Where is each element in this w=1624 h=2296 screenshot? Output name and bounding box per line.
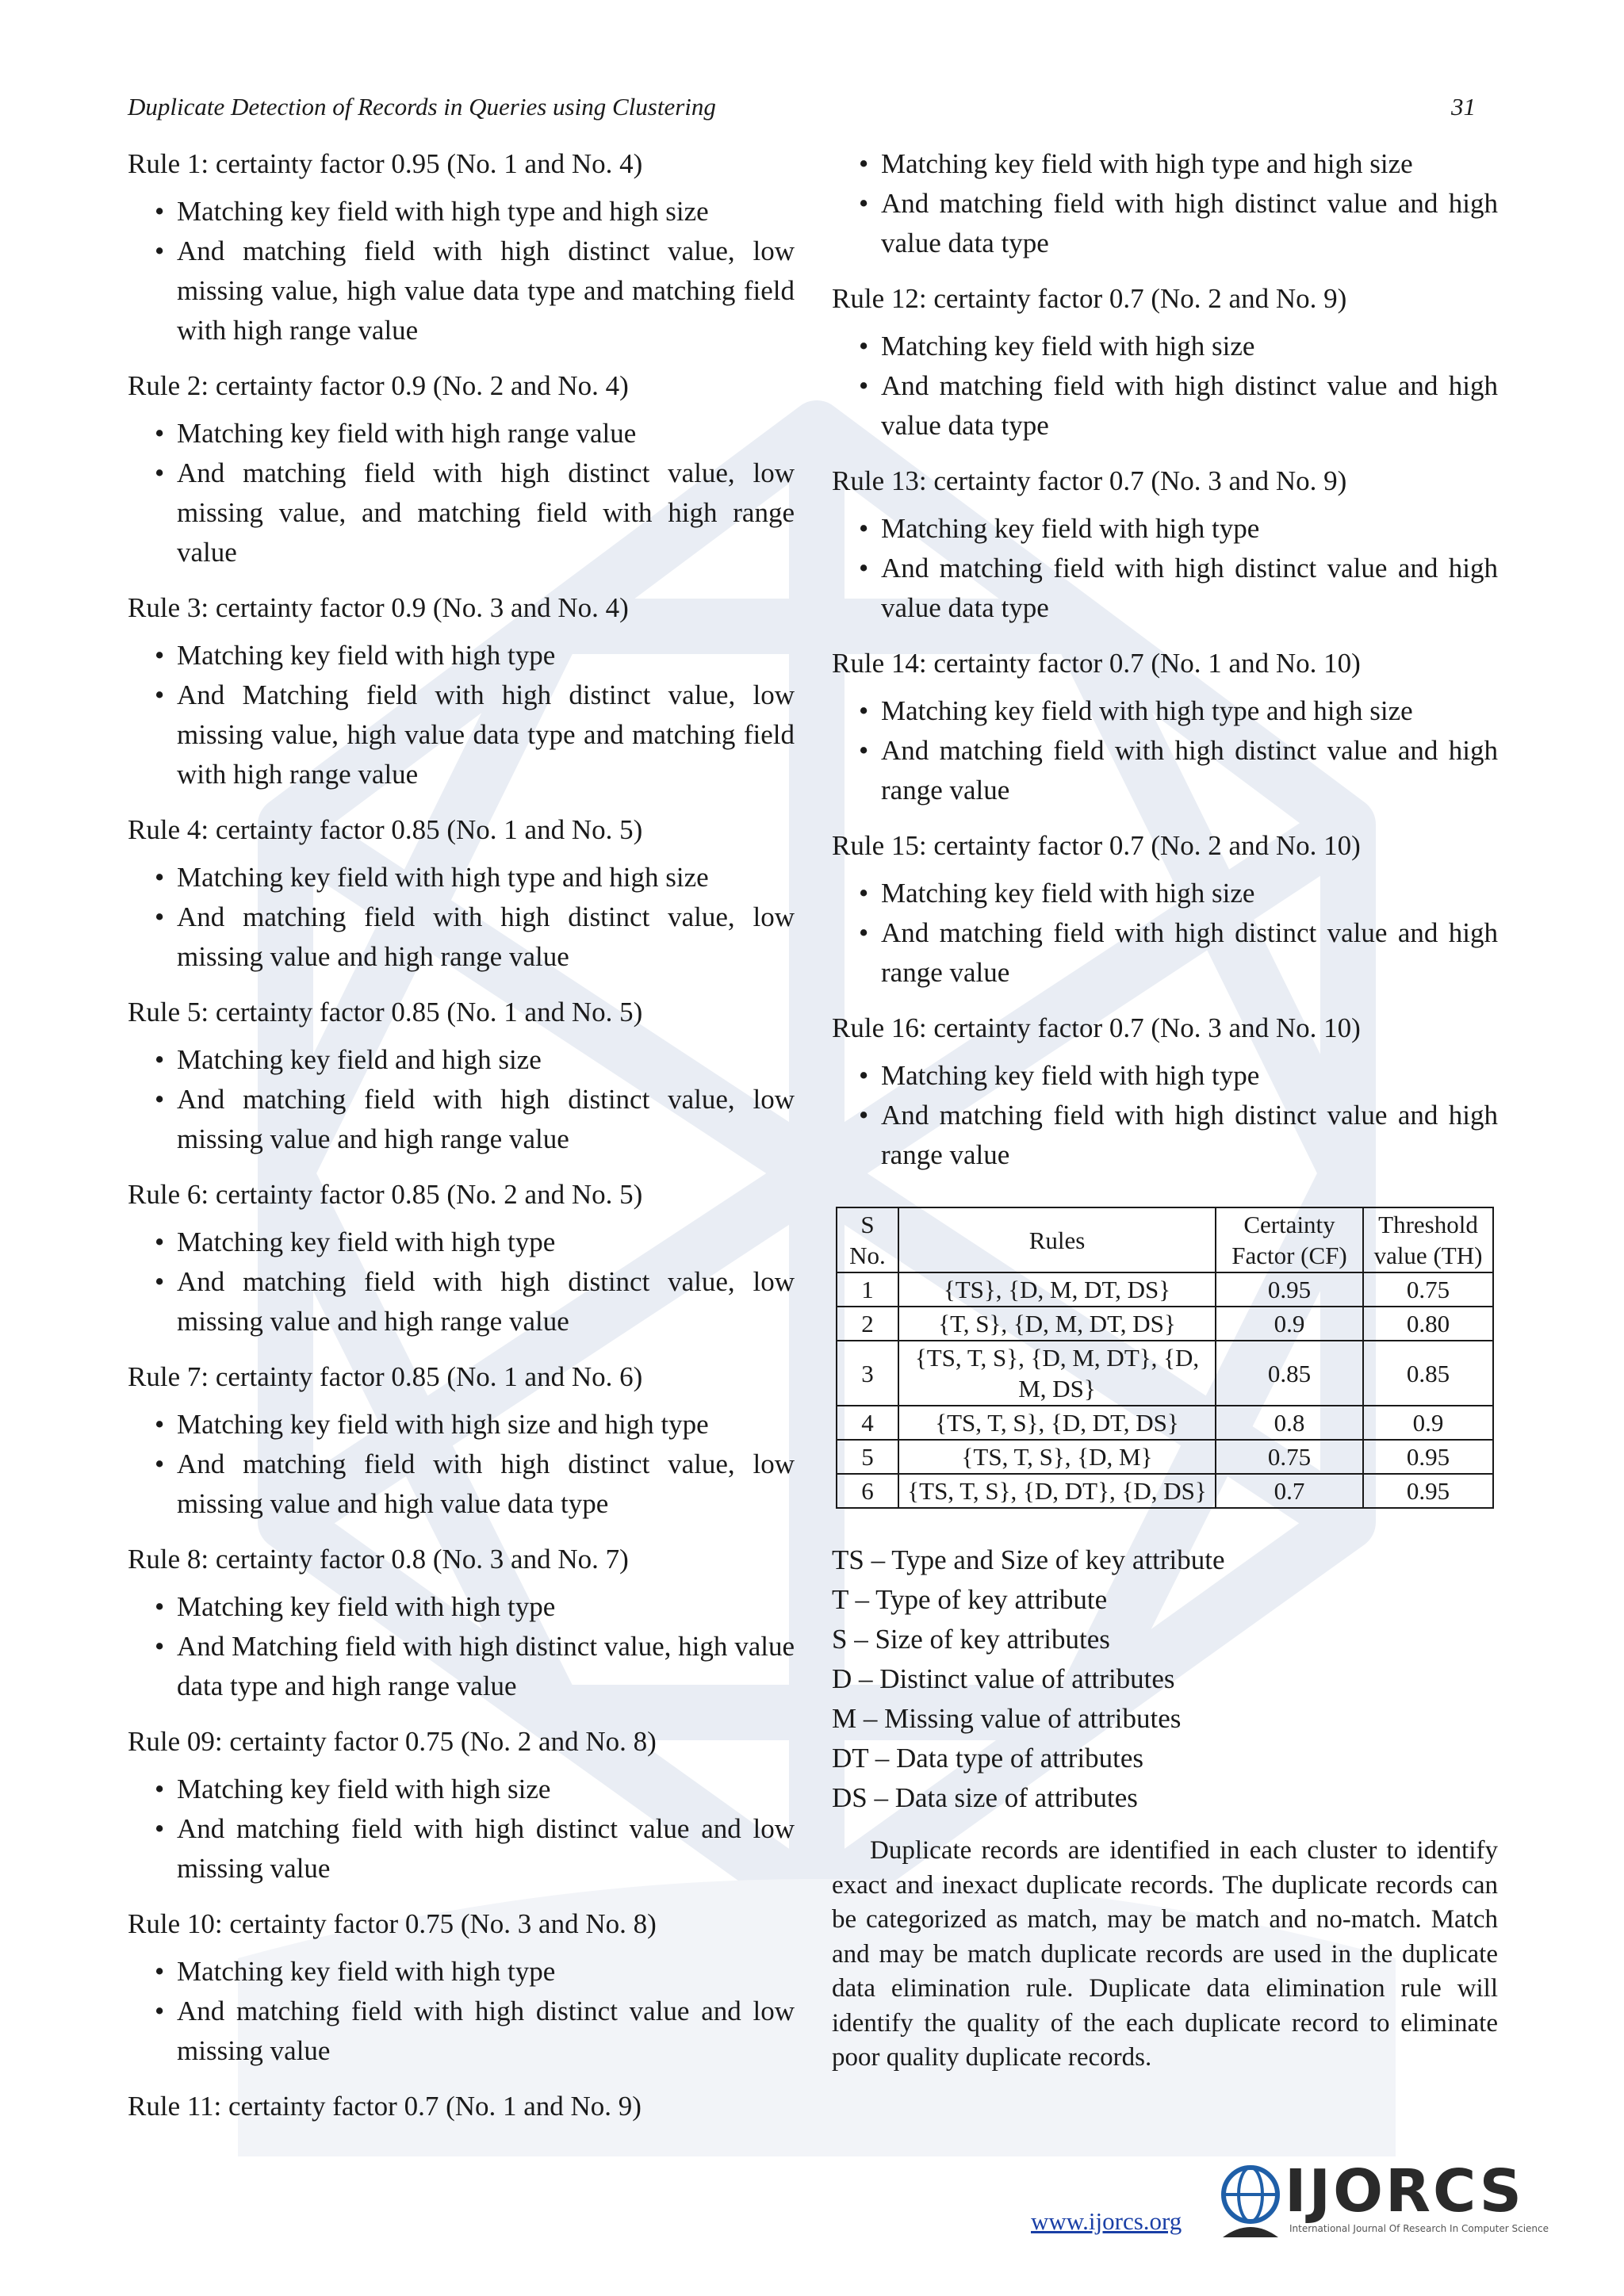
table-cell: {TS, T, S}, {D, M}: [898, 1440, 1216, 1474]
rule-block: [128, 588, 795, 794]
rule-bullet: • And matching field with high distinct value, low missing value and high range value: [128, 1080, 795, 1159]
rule-bullet: • And matching field with high distinct value and high range value: [832, 1096, 1498, 1175]
table-cell: 1: [837, 1272, 898, 1307]
right-column: [832, 144, 1498, 2102]
table-cell: 0.9: [1216, 1307, 1363, 1341]
table-cell: 0.95: [1216, 1272, 1363, 1307]
table-body: [837, 1272, 1493, 1508]
rule-title: Rule 8: certainty factor 0.8 (No. 3 and No. 7): [128, 1544, 629, 1575]
rule-block: [128, 144, 795, 350]
rule-bullet: • Matching key field with high size: [832, 874, 1498, 913]
rule-block: [128, 810, 795, 977]
rule-bullet: • And matching field with high distinct value, low missing value, high value data type and matching field with high range value: [128, 232, 795, 350]
rule-title: Rule 13: certainty factor 0.7 (No. 3 and No. 9): [832, 465, 1347, 496]
rule-11-continued: [832, 144, 1498, 263]
journal-article-title: Duplicate Detection of Records in Queries using Clustering: [128, 93, 716, 121]
legend-item: S – Size of key attributes: [832, 1624, 1110, 1655]
table-row: [837, 1272, 1493, 1307]
rule-title: Rule 1: certainty factor 0.95 (No. 1 and No. 4): [128, 148, 643, 179]
table-cell: 0.85: [1363, 1341, 1493, 1406]
rule-bullet: • Matching key field with high type and high size: [832, 144, 1498, 184]
legend-item: DS – Data size of attributes: [832, 1782, 1138, 1813]
table-cell: 0.85: [1216, 1341, 1363, 1406]
table-cell: 0.80: [1363, 1307, 1493, 1341]
rule-bullet: • Matching key field with high type: [128, 1223, 795, 1262]
ijorcs-logo: [1215, 2155, 1549, 2242]
rule-bullet: • Matching key field with high type and high size: [128, 858, 795, 897]
table-row: [837, 1307, 1493, 1341]
rule-bullet: • Matching key field with high type: [832, 509, 1498, 549]
legend-item: DT – Data type of attributes: [832, 1743, 1143, 1774]
table-cell: 5: [837, 1440, 898, 1474]
legend-item: D – Distinct value of attributes: [832, 1663, 1175, 1694]
table-row: [837, 1341, 1493, 1406]
rule-title: Rule 6: certainty factor 0.85 (No. 2 and No. 5): [128, 1179, 643, 1210]
rule-title: Rule 11: certainty factor 0.7 (No. 1 and No. 9): [128, 2091, 642, 2122]
rule-block: [128, 1722, 795, 1888]
table-header: Threshold value (TH): [1363, 1207, 1493, 1272]
rule-title: Rule 2: certainty factor 0.9 (No. 2 and No. 4): [128, 370, 629, 401]
rule-block: [832, 644, 1498, 810]
rule-bullet: • Matching key field with high size and high type: [128, 1405, 795, 1445]
table-cell: 0.9: [1363, 1406, 1493, 1440]
table-row: [837, 1440, 1493, 1474]
rule-bullet: • And Matching field with high distinct value, high value data type and high range value: [128, 1627, 795, 1706]
table-cell: 0.75: [1216, 1440, 1363, 1474]
rules-table: [836, 1207, 1494, 1509]
abbreviation-legend: [832, 1540, 1498, 1818]
left-column: [128, 144, 795, 2126]
table-cell: 0.8: [1216, 1406, 1363, 1440]
table-header: Rules: [898, 1207, 1216, 1272]
rule-bullet: • Matching key field with high range value: [128, 414, 795, 453]
rule-title: Rule 16: certainty factor 0.7 (No. 3 and No. 10): [832, 1012, 1361, 1043]
footer: [1031, 2155, 1549, 2250]
rule-bullet: • Matching key field with high size: [832, 327, 1498, 366]
legend-item: M – Missing value of attributes: [832, 1703, 1182, 1734]
rule-title: Rule 14: certainty factor 0.7 (No. 1 and No. 10): [832, 648, 1361, 679]
table-row: [837, 1474, 1493, 1508]
rule-bullet: • And matching field with high distinct value, low missing value, and matching field with high range value: [128, 453, 795, 572]
legend-item: T – Type of key attribute: [832, 1584, 1108, 1615]
table-header: S No.: [837, 1207, 898, 1272]
rule-title: Rule 7: certainty factor 0.85 (No. 1 and No. 6): [128, 1361, 643, 1392]
rule-block: [128, 1175, 795, 1341]
rule-bullet: • And matching field with high distinct value and high range value: [832, 913, 1498, 993]
rule-bullet: • And Matching field with high distinct value, low missing value, high value data type and matching field with high range value: [128, 675, 795, 794]
logo-text: IJORCS: [1285, 2157, 1524, 2225]
table-cell: 0.95: [1363, 1474, 1493, 1508]
rule-bullet: • And matching field with high distinct value and low missing value: [128, 1809, 795, 1888]
running-header: [128, 89, 1496, 125]
rule-bullet: • Matching key field with high type and high size: [128, 192, 795, 232]
page-number: 31: [1451, 93, 1476, 121]
body-paragraph: Duplicate records are identified in each cluster to identify exact and inexact duplicate records. The duplicate records can be categorized as match, may be match and no-match. Match and may be match duplicate records are used in the duplicate data elimination rule. Duplicate data elimination rule will identify the quality of the each duplicate record to eliminate poor quality duplicate records.: [832, 1836, 1498, 2072]
globe-icon: [1215, 2161, 1286, 2241]
rule-bullet: • And matching field with high distinct value, low missing value and high value data type: [128, 1445, 795, 1524]
right-rules: [832, 279, 1498, 1175]
table-cell: {TS, T, S}, {D, M, DT}, {D, M, DS}: [898, 1341, 1216, 1406]
table-cell: 6: [837, 1474, 898, 1508]
rule-block: [128, 2087, 795, 2126]
rule-bullet: • Matching key field with high type: [832, 1056, 1498, 1096]
rule-title: Rule 4: certainty factor 0.85 (No. 1 and No. 5): [128, 814, 643, 845]
rule-title: Rule 5: certainty factor 0.85 (No. 1 and No. 5): [128, 997, 643, 1027]
rule-bullet: • And matching field with high distinct value, low missing value and high range value: [128, 897, 795, 977]
rule-bullet: • And matching field with high distinct value and high range value: [832, 731, 1498, 810]
rule-bullet: • Matching key field with high type: [128, 1952, 795, 1992]
table-cell: 0.95: [1363, 1440, 1493, 1474]
rule-title: Rule 09: certainty factor 0.75 (No. 2 and No. 8): [128, 1726, 657, 1757]
rule-bullet: • Matching key field with high size: [128, 1770, 795, 1809]
rule-title: Rule 12: certainty factor 0.7 (No. 2 and No. 9): [832, 283, 1347, 314]
rule-bullet: • And matching field with high distinct value and low missing value: [128, 1992, 795, 2071]
rule-block: [128, 1357, 795, 1524]
table-cell: 4: [837, 1406, 898, 1440]
rule-bullet: • And matching field with high distinct value and high value data type: [832, 366, 1498, 446]
table-row: [837, 1406, 1493, 1440]
rule-bullet: • And matching field with high distinct value, low missing value and high range value: [128, 1262, 795, 1341]
rule-title: Rule 10: certainty factor 0.75 (No. 3 and No. 8): [128, 1908, 657, 1939]
rule-block: [128, 1540, 795, 1706]
rule-bullet: • And matching field with high distinct value and high value data type: [832, 549, 1498, 628]
rule-bullet: • Matching key field with high type: [128, 636, 795, 675]
rule-bullet: • Matching key field with high type and high size: [832, 691, 1498, 731]
table-cell: 3: [837, 1341, 898, 1406]
rule-title: Rule 3: certainty factor 0.9 (No. 3 and No. 4): [128, 592, 629, 623]
rule-block: [128, 366, 795, 572]
rule-block: [832, 1008, 1498, 1175]
table-header: Certainty Factor (CF): [1216, 1207, 1363, 1272]
rule-block: [128, 1904, 795, 2071]
logo-subtitle: International Journal Of Research In Computer Science: [1289, 2223, 1549, 2234]
table-cell: 0.75: [1363, 1272, 1493, 1307]
journal-website-link[interactable]: www.ijorcs.org: [1031, 2207, 1182, 2235]
legend-item: TS – Type and Size of key attribute: [832, 1544, 1225, 1575]
rule-title: Rule 15: certainty factor 0.7 (No. 2 and No. 10): [832, 830, 1361, 861]
rule-block: [832, 826, 1498, 993]
rule-block: [832, 279, 1498, 446]
rule-block: [832, 461, 1498, 628]
rule-block: [128, 993, 795, 1159]
table-cell: 2: [837, 1307, 898, 1341]
table-cell: {TS, T, S}, {D, DT, DS}: [898, 1406, 1216, 1440]
table-cell: 0.7: [1216, 1474, 1363, 1508]
rule-bullet: • Matching key field with high type: [128, 1587, 795, 1627]
rule-bullet: • And matching field with high distinct value and high value data type: [832, 184, 1498, 263]
rule-bullet: • Matching key field and high size: [128, 1040, 795, 1080]
table-cell: {TS, T, S}, {D, DT}, {D, DS}: [898, 1474, 1216, 1508]
table-cell: {TS}, {D, M, DT, DS}: [898, 1272, 1216, 1307]
table-cell: {T, S}, {D, M, DT, DS}: [898, 1307, 1216, 1341]
